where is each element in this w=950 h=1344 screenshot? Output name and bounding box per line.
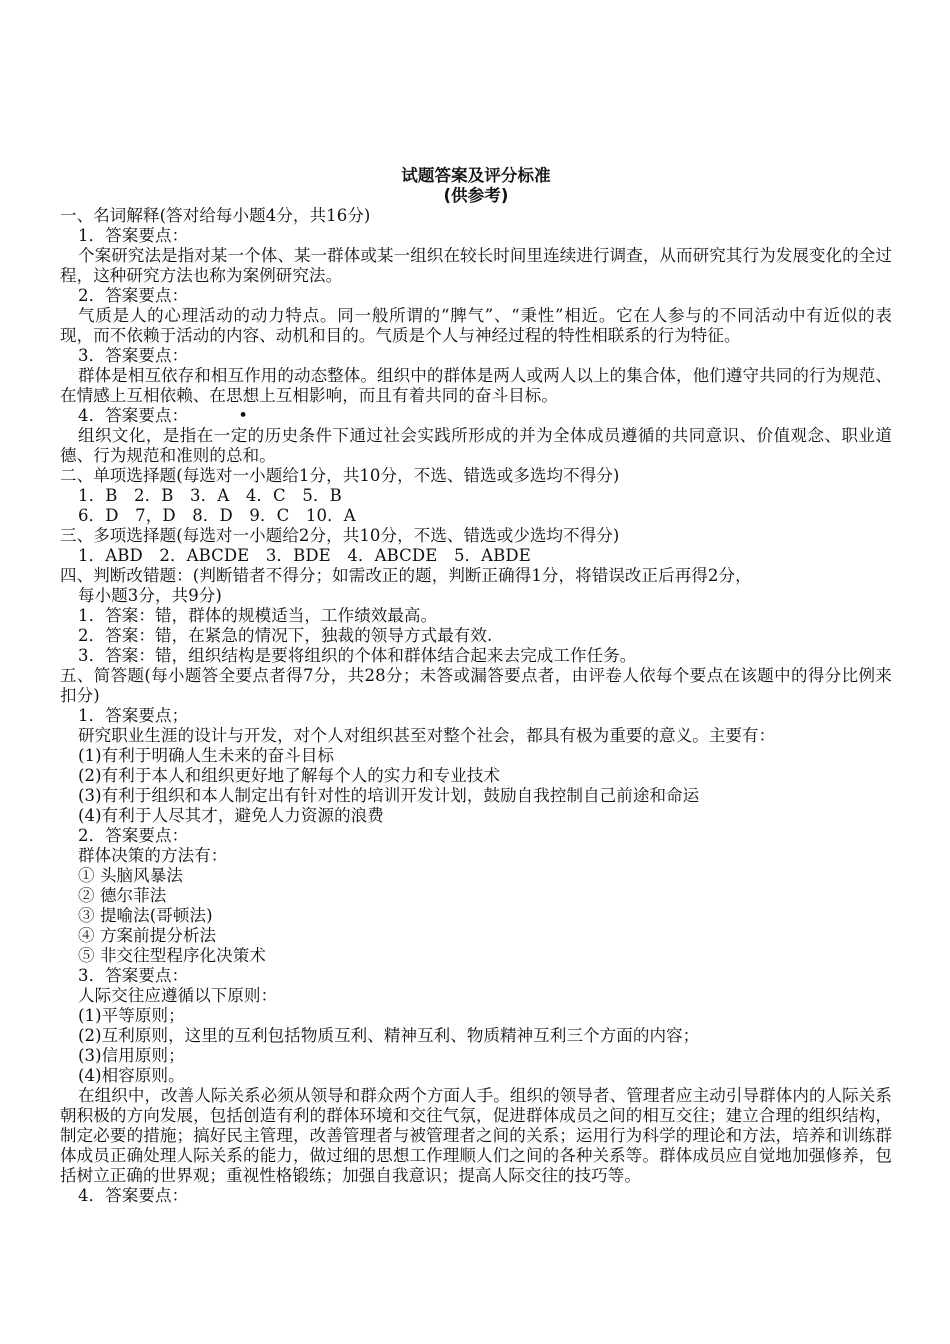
section-4-heading-cont: 每小题3分，共9分) xyxy=(78,586,222,605)
list-item: (3)有利于组织和本人制定出有针对性的培训开发计划，鼓励自我控制自己前途和命运 xyxy=(78,786,700,805)
answer-text: 群体是相互依存和相互作用的动态整体。组织中的群体是两人或两人以上的集合体，他们遵守共同的行为规范、在情感上互相依赖、在思想上互相影响，而且有着共同的奋斗目标。 xyxy=(60,366,892,405)
document-title: 试题答案及评分标准 xyxy=(401,166,551,185)
answer-label-row xyxy=(60,406,892,426)
section-4-heading: 四、判断改错题：(判断错者不得分；如需改正的题，判断正确得1分，将错误改正后再得2分， xyxy=(60,566,752,585)
answer-label: 2．答案要点： xyxy=(78,286,189,305)
section-2-heading: 二、单项选择题(每选对一小题给1分，共10分，不选、错选或多选均不得分) xyxy=(60,466,620,485)
answer-row: 1．答案：错，群体的规模适当，工作绩效最高。 xyxy=(78,606,438,625)
list-item: (3)信用原则； xyxy=(78,1046,185,1065)
answer-label: 4．答案要点： xyxy=(78,1186,189,1205)
list-item: (2)互利原则，这里的互利包括物质互利、精神互利、物质精神互利三个方面的内容； xyxy=(78,1026,700,1045)
answer-text: 气质是人的心理活动的动力特点。同一般所谓的“脾气”、“秉性”相近。它在人参与的不同活动中有近似的表现，而不依赖于活动的内容、动机和目的。气质是个人与神经过程的特性相联系的行为特征。 xyxy=(60,306,892,345)
list-item: ⑤ 非交往型程序化决策术 xyxy=(78,946,266,965)
list-item: ① 头脑风暴法 xyxy=(78,866,183,885)
section-3-heading: 三、多项选择题(每选对一小题给2分，共10分，不选、错选或少选均不得分) xyxy=(60,526,620,545)
answer-intro: 研究职业生涯的设计与开发，对个人对组织甚至对整个社会，都具有极为重要的意义。主要有： xyxy=(78,726,776,745)
list-item: (2)有利于本人和组织更好地了解每个人的实力和专业技术 xyxy=(78,766,501,785)
list-item: (4)有利于人尽其才，避免人力资源的浪费 xyxy=(78,806,384,825)
document-subtitle: (供参考) xyxy=(443,186,509,205)
list-item: ③ 提喻法(哥顿法) xyxy=(78,906,213,925)
answer-text: 在组织中，改善人际关系必须从领导和群众两个方面人手。组织的领导者、管理者应主动引导群体内的人际关系朝积极的方向发展，包括创造有利的群体环境和交往气氛，促进群体成员之间的相互交往；建立合理的组织结构，制定必要的措施；搞好民主管理，改善管理者与被管理者之间的关系；运用行为科学的理论和方法，培养和训练群体成员正确处理人际关系的能力，做过细的思想工作理顺人们之间的各种关系等。群体成员应自觉地加强修养，包括树立正确的世界观；重视性格锻练；加强自我意识；提高人际交往的技巧等。 xyxy=(60,1086,892,1185)
answer-row: 2．答案：错，在紧急的情况下，独裁的领导方式最有效. xyxy=(78,626,493,645)
section-1-heading: 一、名词解释(答对给每小题4分，共16分) xyxy=(60,206,371,225)
answer-label: 2．答案要点： xyxy=(78,826,189,845)
answer-intro: 人际交往应遵循以下原则： xyxy=(78,986,278,1005)
answer-row: 3．答案：错，组织结构是要将组织的个体和群体结合起来去完成工作任务。 xyxy=(78,646,637,665)
answer-label: 1．答案要点： xyxy=(78,226,189,245)
answer-label: 3．答案要点： xyxy=(78,346,189,365)
list-item: (1)平等原则； xyxy=(78,1006,185,1025)
answer-label: 1．答案要点； xyxy=(78,706,189,725)
answer-text: 个案研究法是指对某一个体、某一群体或某一组织在较长时间里连续进行调查，从而研究其行为发展变化的全过程，这种研究方法也称为案例研究法。 xyxy=(60,246,892,285)
answer-row: 1．B 2．B 3．A 4．C 5．B xyxy=(78,486,342,505)
stray-mark: • xyxy=(238,406,249,425)
answer-label: 4．答案要点： xyxy=(78,406,189,425)
answer-text: 组织文化，是指在一定的历史条件下通过社会实践所形成的并为全体成员遵循的共同意识、价值观念、职业道德、行为规范和准则的总和。 xyxy=(60,426,892,465)
list-item: ④ 方案前提分析法 xyxy=(78,926,217,945)
section-5-heading: 五、简答题(每小题答全要点者得7分，共28分；未答或漏答要点者，由评卷人依每个要点在该题中的得分比例来扣分) xyxy=(60,666,892,705)
answer-row: 6．D 7，D 8．D 9．C 10．A xyxy=(78,506,356,525)
list-item: (4)相容原则。 xyxy=(78,1066,185,1085)
document-page xyxy=(60,166,892,1206)
answer-intro: 群体决策的方法有： xyxy=(78,846,228,865)
answer-row: 1．ABD 2．ABCDE 3．BDE 4．ABCDE 5．ABDE xyxy=(78,546,531,565)
list-item: ② 德尔菲法 xyxy=(78,886,167,905)
answer-label: 3．答案要点： xyxy=(78,966,189,985)
list-item: (1)有利于明确人生未来的奋斗目标 xyxy=(78,746,335,765)
